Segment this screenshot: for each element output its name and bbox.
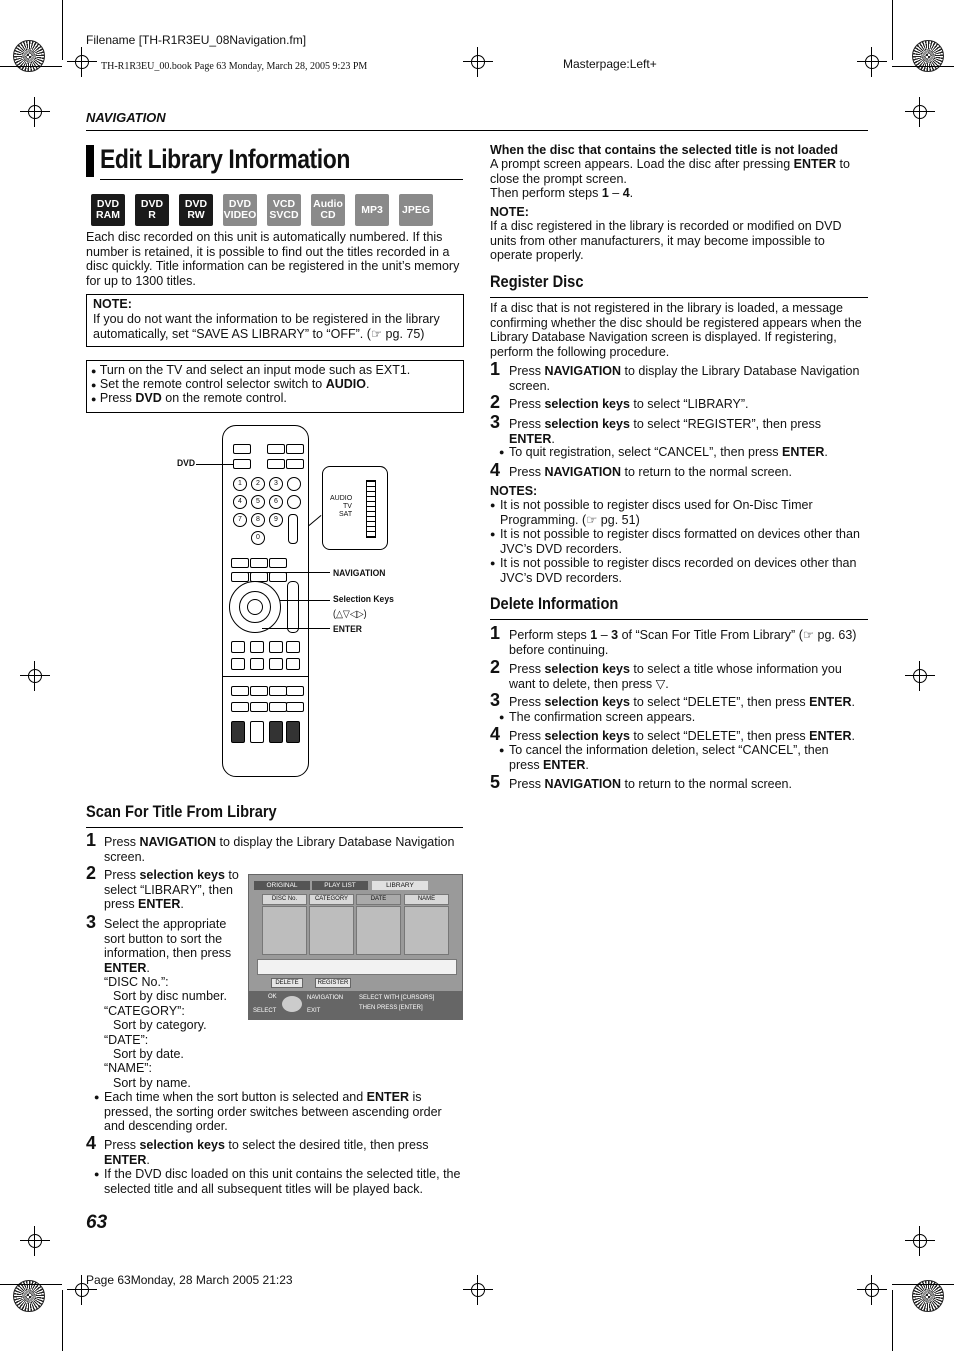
screen-column-header: CATEGORY	[309, 894, 354, 905]
remote-rocker	[287, 581, 299, 633]
scan-step-3: Select the appropriate sort button to sort the information, then press ENTER.	[104, 917, 232, 975]
screen-hint: THEN PRESS [ENTER]	[359, 1005, 423, 1011]
crosshair-mark	[20, 661, 50, 691]
remote-button	[231, 641, 245, 653]
scan-bullet-1: Each time when the sort button is selected and ENTER is pressed, the sorting order switches between ascending order and descending order.	[104, 1090, 442, 1133]
step-number: 2	[86, 863, 97, 883]
header-rule	[86, 130, 868, 131]
remote-digit: 5	[251, 495, 265, 509]
bullet: ●	[499, 745, 505, 755]
selection-keys-callout: Selection Keys	[333, 594, 394, 605]
register-note-1: It is not possible to register discs used for On-Disc Timer Programming. (☞ pg. 51)	[500, 498, 813, 527]
remote-button	[286, 444, 304, 454]
disc-badge	[267, 194, 301, 226]
step-number: 1	[490, 359, 501, 379]
step-number: 3	[86, 912, 97, 932]
remote-button	[231, 658, 245, 670]
step-number: 3	[490, 690, 501, 710]
screen-hint: SELECT WITH [CURSORS]	[359, 995, 435, 1001]
sort-option-desc: Sort by name.	[113, 1076, 191, 1090]
remote-button	[286, 686, 304, 696]
remote-button	[286, 641, 300, 653]
screen-select-label: SELECT	[253, 1008, 277, 1014]
disc-badge-label: DVD RW	[184, 198, 208, 221]
note-text: If you do not want the information to be registered in the library automatically, set “SAVE AS LIBRARY” to “OFF”. (☞ pg. 75)	[93, 312, 440, 341]
crosshair-mark	[20, 97, 50, 127]
step-number: 1	[86, 830, 97, 850]
disc-badge	[135, 194, 169, 226]
register-step-3: Press selection keys to select “REGISTER”, then press ENTER.	[509, 417, 821, 446]
callout-line	[196, 464, 234, 465]
step-number: 1	[490, 623, 501, 643]
bullet: ●	[499, 447, 505, 457]
step-number: 2	[490, 657, 501, 677]
remote-button	[269, 572, 287, 582]
screen-info-bar	[257, 959, 457, 975]
masterpage-label: Masterpage:Left+	[563, 57, 657, 71]
remote-digit: 9	[269, 513, 283, 527]
switch-label-sat: SAT	[339, 511, 353, 518]
delete-rule	[490, 619, 868, 620]
disc-badge-label: Audio CD	[313, 198, 343, 221]
remote-rocker	[269, 721, 283, 743]
page-title: Edit Library Information	[100, 144, 350, 174]
register-bullet-1: To quit registration, select “CANCEL”, then press ENTER.	[509, 445, 828, 459]
remote-button	[286, 459, 304, 469]
registration-mark	[13, 40, 45, 72]
disc-badge-label: JPEG	[401, 203, 430, 216]
disc-badge	[91, 194, 125, 226]
crop-line	[892, 66, 954, 67]
screen-navigation-label: NAVIGATION	[307, 995, 344, 1001]
bullet: ●	[490, 500, 496, 510]
remote-button	[269, 558, 287, 568]
prep-item: ● Turn on the TV and select an input mode such as EXT1.	[91, 363, 411, 377]
remote-button	[250, 702, 268, 712]
disc-badge-label: DVD VIDEO	[223, 198, 257, 221]
remote-button	[287, 495, 301, 509]
filename-label: Filename [TH-R1R3EU_08Navigation.fm]	[86, 33, 307, 47]
screen-exit-label: EXIT	[307, 1008, 321, 1014]
register-step-4: Press NAVIGATION to return to the normal screen.	[509, 465, 792, 479]
screen-tab: LIBRARY	[372, 881, 428, 890]
title-rule	[100, 179, 463, 180]
screen-column	[262, 906, 307, 955]
delete-heading: Delete Information	[490, 594, 619, 613]
enter-callout: ENTER	[333, 624, 362, 635]
then-perform-text: Then perform steps 1 – 4.	[490, 186, 634, 200]
switch-label-tv: TV	[343, 503, 352, 510]
navigation-callout: NAVIGATION	[333, 568, 386, 579]
registration-mark	[912, 40, 944, 72]
remote-button	[269, 702, 287, 712]
screen-column-header: DISC No.	[262, 894, 307, 905]
step-number: 4	[490, 724, 501, 744]
remote-button	[231, 702, 249, 712]
remote-digit: 2	[251, 477, 265, 491]
prep-item: ● Set the remote control selector switch to AUDIO.	[91, 377, 370, 391]
crop-line	[0, 1284, 62, 1285]
disc-badge-label: DVD R	[140, 198, 164, 221]
bullet: ●	[499, 712, 505, 722]
crosshair-mark	[905, 97, 935, 127]
bullet: ●	[94, 1169, 100, 1179]
intro-text: Each disc recorded on this unit is automatically numbered. If this number is retained, it is possible to find out the titles recorded in a disc quickly. Title information can be registered in the unit’s memory for up to 1300 titles.	[86, 230, 460, 288]
disc-badge	[355, 194, 389, 226]
register-step-1: Press NAVIGATION to display the Library Database Navigation screen.	[509, 364, 860, 393]
delete-bullet-2: To cancel the information deletion, select “CANCEL”, then press ENTER.	[509, 743, 829, 772]
remote-button	[250, 641, 264, 653]
remote-digit: 1	[233, 477, 247, 491]
delete-step-3: Press selection keys to select “DELETE”, then press ENTER.	[509, 695, 856, 709]
register-note-2: It is not possible to register discs formatted on devices other than JVC’s DVD recorders.	[500, 527, 860, 556]
screen-register-button: REGISTER	[315, 978, 351, 988]
section-header: NAVIGATION	[86, 110, 166, 125]
page-number: 63	[86, 1212, 108, 1233]
remote-digit: 8	[251, 513, 265, 527]
sort-option-desc: Sort by date.	[113, 1047, 184, 1061]
disc-badge-label: DVD RAM	[96, 198, 120, 221]
crosshair-mark	[857, 1275, 887, 1305]
title-bar	[86, 145, 94, 177]
step-number: 4	[86, 1133, 97, 1153]
remote-button	[250, 558, 268, 568]
library-screen-illustration	[248, 874, 463, 1020]
not-loaded-text: A prompt screen appears. Load the disc after pressing ENTER to close the prompt screen.	[490, 157, 850, 186]
disc-badge-label: VCD SVCD	[269, 198, 299, 221]
remote-button	[267, 444, 285, 454]
step-number: 3	[490, 412, 501, 432]
crop-line	[892, 0, 893, 60]
screen-tab: ORIGINAL	[254, 881, 310, 890]
remote-button	[287, 477, 301, 491]
bullet: ●	[94, 1092, 100, 1102]
delete-bullet-1: The confirmation screen appears.	[509, 710, 696, 724]
scan-step-4: Press selection keys to select the desired title, then press ENTER.	[104, 1138, 429, 1167]
disc-badge	[399, 194, 433, 226]
right-note-heading: NOTE:	[490, 205, 529, 219]
remote-button	[286, 702, 304, 712]
crosshair-mark	[20, 1226, 50, 1256]
crosshair-mark	[463, 47, 493, 77]
crosshair-mark	[67, 47, 97, 77]
register-rule	[490, 297, 868, 298]
remote-rocker	[286, 721, 300, 743]
scan-step-1: Press NAVIGATION to display the Library Database Navigation screen.	[104, 835, 455, 864]
remote-dvd-button	[233, 459, 251, 469]
switch-label-audio: AUDIO	[330, 495, 353, 502]
crosshair-mark	[857, 47, 887, 77]
dvd-callout: DVD	[177, 458, 196, 469]
remote-divider	[223, 676, 308, 677]
delete-step-4: Press selection keys to select “DELETE”, then press ENTER.	[509, 729, 856, 743]
register-step-2: Press selection keys to select “LIBRARY”.	[509, 397, 749, 411]
scan-rule	[86, 827, 463, 828]
delete-step-1: Perform steps 1 – 3 of “Scan For Title From Library” (☞ pg. 63) before continuing.	[509, 628, 857, 657]
switch-leader-line	[309, 515, 322, 526]
sort-option-label: “DATE”:	[104, 1033, 149, 1047]
remote-digit: 0	[251, 531, 265, 545]
step-number: 2	[490, 392, 501, 412]
disc-badge-label: MP3	[361, 203, 383, 216]
remote-button	[250, 686, 268, 696]
crosshair-mark	[463, 1275, 493, 1305]
crop-line	[62, 1290, 63, 1351]
remote-button	[269, 658, 283, 670]
step-number: 5	[490, 772, 501, 792]
step-number: 4	[490, 460, 501, 480]
remote-button	[231, 686, 249, 696]
register-heading: Register Disc	[490, 272, 584, 291]
crop-line	[892, 1290, 893, 1351]
remote-button	[267, 459, 285, 469]
screen-tab: PLAY LIST	[312, 881, 368, 890]
book-info: TH-R1R3EU_00.book Page 63 Monday, March 28, 2005 9:23 PM	[101, 61, 368, 72]
delete-step-2: Press selection keys to select a title whose information you want to delete, then press ▽.	[509, 662, 842, 691]
screen-column	[309, 906, 354, 955]
remote-digit: 7	[233, 513, 247, 527]
remote-rocker	[231, 721, 245, 743]
remote-button	[269, 641, 283, 653]
disc-badge	[311, 194, 345, 226]
remote-digit: 3	[269, 477, 283, 491]
screen-ok-label: OK	[268, 994, 277, 1000]
screen-column	[356, 906, 401, 955]
remote-button	[269, 686, 287, 696]
remote-rocker	[288, 514, 298, 544]
callout-line	[240, 572, 330, 573]
remote-button	[233, 444, 251, 454]
screen-column-header: DATE	[356, 894, 401, 905]
remote-rocker	[250, 721, 264, 743]
remote-navigation-button	[231, 572, 249, 582]
remote-digit: 4	[233, 495, 247, 509]
scan-bullet-2: If the DVD disc loaded on this unit contains the selected title, the selected title and all subsequent titles will be played back.	[104, 1167, 461, 1196]
screen-column	[404, 906, 449, 955]
bullet: ●	[490, 529, 496, 539]
crop-line	[62, 0, 63, 60]
right-note-text: If a disc registered in the library is recorded or modified on DVD units from other manufacturers, it may become impossible to operate properly.	[490, 219, 842, 262]
register-intro: If a disc that is not registered in the library is loaded, a message confirming whether the disc should be registered appears when the Library Database Navigation screen is displayed. If registering, perform the following procedure.	[490, 301, 862, 359]
crosshair-mark	[905, 1226, 935, 1256]
screen-delete-button: DELETE	[271, 978, 303, 988]
selection-arrows-callout: (△▽◁▷)	[333, 609, 367, 620]
crop-line	[0, 66, 62, 67]
scan-step-2: Press selection keys to select “LIBRARY”, then press ENTER.	[104, 868, 239, 911]
scan-heading: Scan For Title From Library	[86, 802, 277, 821]
footer-timestamp: Page 63Monday, 28 March 2005 21:23	[86, 1273, 293, 1287]
note-heading: NOTE:	[93, 297, 132, 311]
sort-option-desc: Sort by category.	[113, 1018, 207, 1032]
remote-enter-button	[247, 599, 263, 615]
remote-button	[231, 558, 249, 568]
disc-badge	[179, 194, 213, 226]
sort-option-label: “DISC No.”:	[104, 975, 169, 989]
not-loaded-heading: When the disc that contains the selected title is not loaded	[490, 143, 838, 157]
callout-line	[262, 628, 330, 629]
remote-switch-panel	[322, 466, 388, 550]
callout-line	[280, 600, 330, 601]
screen-remote-icon	[282, 996, 302, 1012]
screen-column-header: NAME	[404, 894, 449, 905]
register-note-3: It is not possible to register discs recorded on devices other than JVC’s DVD recorders.	[500, 556, 857, 585]
remote-control-illustration	[222, 425, 309, 777]
register-notes-heading: NOTES:	[490, 484, 538, 498]
sort-option-label: “NAME”:	[104, 1061, 152, 1075]
sort-option-label: “CATEGORY”:	[104, 1004, 185, 1018]
remote-switch-slider	[366, 480, 376, 538]
remote-button	[286, 658, 300, 670]
remote-digit: 6	[269, 495, 283, 509]
crop-line	[892, 1284, 954, 1285]
remote-button	[250, 658, 264, 670]
crosshair-mark	[905, 661, 935, 691]
prep-item: ● Press DVD on the remote control.	[91, 391, 287, 405]
delete-step-5: Press NAVIGATION to return to the normal screen.	[509, 777, 792, 791]
disc-badge	[223, 194, 257, 226]
bullet: ●	[490, 558, 496, 568]
sort-option-desc: Sort by disc number.	[113, 989, 227, 1003]
